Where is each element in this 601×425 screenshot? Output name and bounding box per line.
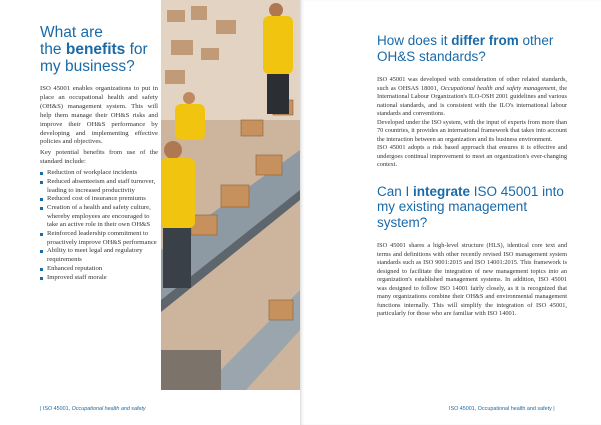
left-page <box>0 0 300 425</box>
warehouse-photo <box>161 0 300 390</box>
differ-paragraph-2: Developed under the ISO system, with the input of experts from more than 70 countries, it provides an international framework that takes into account the interaction between an organization and its business environment. <box>377 118 567 143</box>
right-column <box>377 33 567 319</box>
benefits-list <box>40 169 158 282</box>
benefits-intro: ISO 45001 enables organizations to put in place an occupational health and safety (OH&S) management system. This will help them manage their OH&S risks and improve their OH&S performance by developing and implementing effective policies and objectives. <box>40 85 158 146</box>
worker-figure <box>263 3 293 114</box>
left-column <box>40 24 158 282</box>
right-page <box>300 0 601 425</box>
differ-keyword: differ from <box>451 33 519 48</box>
list-item: Reduction of workplace incidents <box>40 169 158 178</box>
benefits-keyword: benefits <box>65 41 126 58</box>
benefits-lead: Key potential benefits from use of the standard include: <box>40 149 158 166</box>
differ-heading: How does it differ from other OH&S standards? <box>377 33 554 64</box>
differ-paragraph-3: ISO 45001 adopts a risk based approach that ensures it is effective and undergoes continual improvement to meet an organization's ever-changing context. <box>377 144 567 168</box>
list-item: Ability to meet legal and regulatory requirements <box>40 247 158 264</box>
list-item: Reduced cost of insurance premiums <box>40 195 158 204</box>
list-item: Reinforced leadership commitment to proactively improve OH&S performance <box>40 230 158 247</box>
integrate-keyword: integrate <box>413 183 471 199</box>
footer-left: | ISO 45001, Occupational health and safety <box>40 406 146 412</box>
list-item: Reduced absenteeism and staff turnover, leading to increased productivity <box>40 178 158 195</box>
differ-paragraph-1: ISO 45001 was developed with consideration of other related standards, such as OHSAS 18001, Occupational health and safety management, the International Labour Organization's ILO-OSH 2001 guidelines and various national standards, and is consistent with the ILO's international labour standards and conventions. <box>377 76 567 117</box>
benefits-heading: What are the benefits for my business? <box>40 24 148 75</box>
integrate-paragraph: ISO 45001 shares a high-level structure (HLS), identical core text and terms and definitions with other recently revised ISO management system standards such as ISO 9001:2015 and ISO 14001:2015. This framework is designed to facilitate the integration of new management topics into an organization's established management systems. In addition, ISO 45001 was designed to follow ISO 14001 fairly closely, as it is recognized that many organizations combine their OH&S and environmental management functions internally. This will simplify the integration of ISO 45001, particularly for those who are familiar with ISO 14001. <box>377 242 567 317</box>
list-item: Improved staff morale <box>40 274 158 283</box>
footer-right: ISO 45001, Occupational health and safety | <box>449 406 555 412</box>
list-item: Creation of a health and safety culture, whereby employees are encouraged to take an active role in their own OH&S <box>40 204 158 230</box>
integrate-heading: Can I integrate ISO 45001 into my existing management system? <box>377 183 564 230</box>
list-item: Enhanced reputation <box>40 265 158 274</box>
warehouse-illustration <box>161 0 300 390</box>
